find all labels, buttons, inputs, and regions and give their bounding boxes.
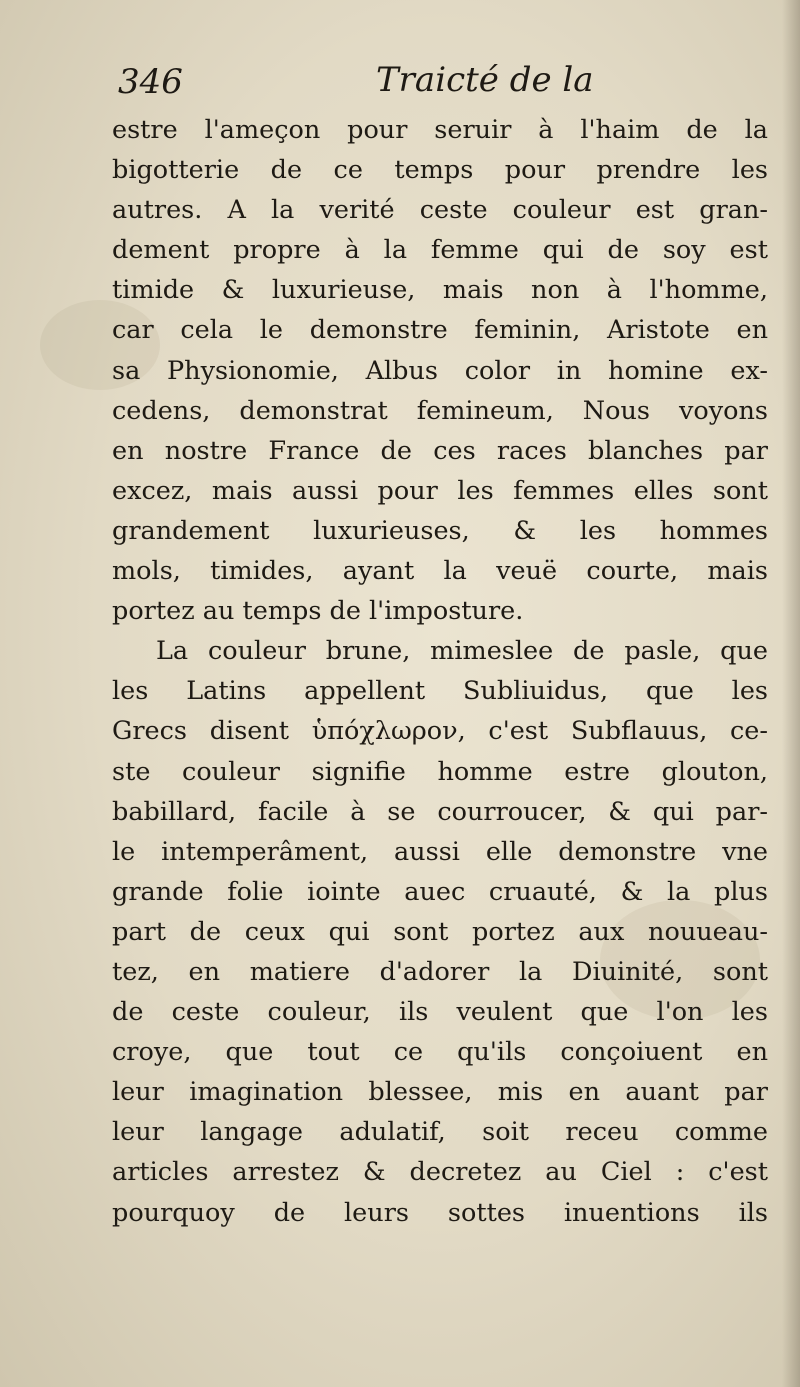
text-line: grandement luxurieuses, & les hommes [112,515,768,546]
text-line: excez, mais aussi pour les femmes elles sont [112,475,768,506]
text-line: pourquoy de leurs sottes inuentions ils [112,1197,768,1228]
text-line: dement propre à la femme qui de soy est [112,235,768,266]
text-line: articles arrestez & decretez au Ciel : c'est [112,1157,768,1188]
text-line: de ceste couleur, ils veulent que l'on les [112,997,768,1028]
text-line: les Latins appellent Subliuidus, que les [112,676,768,707]
text-line: ste couleur signifie homme estre glouton, [112,756,768,787]
text-line: mols, timides, ayant la veuë courte, mais [112,556,768,587]
text-line: autres. A la verité ceste couleur est gran- [112,195,768,226]
body-text [112,110,768,1233]
text-line: en nostre France de ces races blanches par [112,435,768,466]
text-line: babillard, facile à se courroucer, & qui par- [112,796,768,827]
page-header [118,58,718,108]
page-edge-shadow [782,0,800,1387]
text-line: cedens, demonstrat femineum, Nous voyons [112,395,768,426]
text-line: leur langage adulatif, soit receu comme [112,1117,768,1148]
text-line: car cela le demonstre feminin, Aristote en [112,315,768,346]
text-line: estre l'ameçon pour seruir à l'haim de la [112,115,768,145]
text-line: leur imagination blessee, mis en auant par [112,1077,768,1108]
text-line: La couleur brune, mimeslee de pasle, que [156,636,768,667]
text-line: timide & luxurieuse, mais non à l'homme, [112,275,768,306]
text-line: portez au temps de l'imposture. [112,596,524,627]
text-line: Grecs disent ὑπόχλωρον, c'est Subflauus, ce- [112,716,768,747]
text-line: croye, que tout ce qu'ils conçoiuent en [112,1037,768,1068]
text-line: part de ceux qui sont portez aux nouueau- [112,916,768,947]
text-line: tez, en matiere d'adorer la Diuinité, sont [112,956,768,987]
text-line: sa Physionomie, Albus color in homine ex- [112,355,768,386]
text-line: bigotterie de ce temps pour prendre les [112,155,768,186]
text-line: le intemperâment, aussi elle demonstre vne [112,836,768,867]
running-title: Traicté de la [376,60,594,100]
page-number: 346 [118,62,183,102]
text-line: grande folie iointe auec cruauté, & la plus [112,876,768,907]
